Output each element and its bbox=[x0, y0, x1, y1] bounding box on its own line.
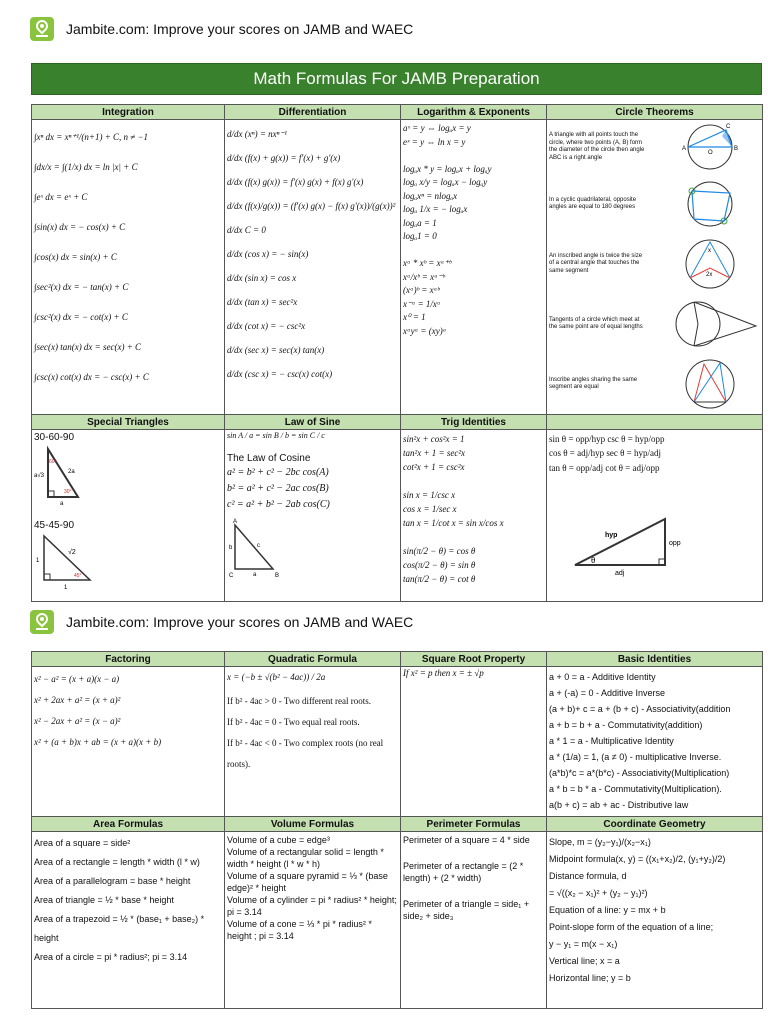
law-of-sine-cell bbox=[225, 430, 401, 602]
factoring-formula: x² − 2ax + a² = (x − a)² bbox=[34, 716, 121, 726]
area-formula: Area of a square = side² bbox=[34, 838, 131, 848]
basic-identity: (a*b)*c = a*(b*c) - Associativity(Multiplication) bbox=[549, 768, 730, 778]
differentiation-formula: d/dx (sec x) = sec(x) tan(x) bbox=[227, 345, 325, 355]
tri-side-a: a bbox=[253, 572, 257, 578]
logarithm-formula: xᵃ * xᵇ = xᵃ⁺ᵇ bbox=[403, 258, 452, 268]
tri-vertex-b: B bbox=[275, 573, 280, 578]
integration-formula: ∫cos(x) dx = sin(x) + C bbox=[34, 252, 117, 262]
coordinate-formula: y − y₁ = m(x − x₁) bbox=[549, 939, 618, 949]
law-of-cosine-2: b² = a² + c² − 2ac cos(B) bbox=[227, 483, 329, 495]
t1-angle-30: 30° bbox=[64, 488, 72, 495]
logarithm-formula: x⁻ᵃ = 1/xᵃ bbox=[403, 298, 441, 309]
perimeter-cell bbox=[401, 832, 547, 1009]
circle-diagram-5 bbox=[660, 358, 760, 410]
trig-identity: tan²x + 1 = sec²x bbox=[403, 448, 466, 458]
coordinate-formula: Vertical line; x = a bbox=[549, 956, 620, 966]
site-header-2 bbox=[30, 609, 730, 635]
coordinate-formula: Distance formula, d bbox=[549, 871, 627, 881]
special-triangles-header: Special Triangles bbox=[32, 415, 225, 430]
factoring-cell bbox=[32, 667, 225, 817]
logarithm-formula: logₐx * y = logₐx + logₐy bbox=[403, 163, 492, 174]
triangle-label-30-60-90: 30-60-90 bbox=[34, 432, 75, 443]
trig-identity bbox=[403, 530, 544, 544]
fig1-label-b: B bbox=[734, 146, 739, 152]
triangle-45-45-90-diagram bbox=[34, 532, 114, 590]
factoring-header: Factoring bbox=[32, 652, 225, 667]
perimeter-list bbox=[401, 832, 546, 924]
integration-formula: ∫sec²(x) dx = − tan(x) + C bbox=[34, 282, 129, 292]
circle-diagram-4 bbox=[660, 298, 760, 350]
trig-identity: cos(π/2 − θ) = sin θ bbox=[403, 560, 476, 570]
circle-theorem-4: Tangents of a circle which meet at the same point are of equal lengths bbox=[549, 316, 643, 330]
area-list bbox=[32, 832, 224, 969]
trig-identity: sin(π/2 − θ) = cos θ bbox=[403, 546, 476, 556]
coordinate-header: Coordinate Geometry bbox=[547, 817, 763, 832]
quadratic-case: If b² - 4ac = 0 - Two equal real roots. bbox=[227, 716, 360, 727]
differentiation-formula: d/dx (f(x)/g(x)) = (f'(x) g(x) − f(x) g'(x))/(g(x))² bbox=[227, 201, 396, 211]
volume-formula: Volume of a cube = edge³ bbox=[227, 835, 330, 845]
coordinate-formula: = √((x₂ − x₁)² + (y₂ − y₁)²) bbox=[549, 888, 648, 898]
site-header bbox=[30, 16, 730, 42]
differentiation-formula: d/dx (tan x) = sec²x bbox=[227, 297, 298, 307]
logarithm-formula: logₐ 1/x = − logₐx bbox=[403, 204, 468, 214]
basic-identity: a + (-a) = 0 - Additive Inverse bbox=[549, 688, 666, 698]
law-of-sine-formula: sin A / a = sin B / b = sin C / c bbox=[227, 431, 325, 440]
coordinate-formula: Point-slope form of the equation of a line; bbox=[549, 922, 714, 932]
coordinate-list bbox=[547, 832, 762, 989]
fig1-label-a: A bbox=[682, 146, 687, 152]
tri-vertex-c: C bbox=[229, 573, 234, 578]
circle-theorems-header: Circle Theorems bbox=[547, 105, 763, 120]
basic-identity: a + 0 = a - Additive Identity bbox=[549, 672, 656, 682]
area-header: Area Formulas bbox=[32, 817, 225, 832]
square-root-cell bbox=[401, 667, 547, 817]
special-triangles-cell bbox=[32, 430, 225, 602]
right-triangle-diagram bbox=[569, 515, 709, 585]
trig-identities-list bbox=[401, 430, 546, 588]
law-of-cosine-title: The Law of Cosine bbox=[227, 452, 311, 464]
integration-formula: ∫csc²(x) dx = − cot(x) + C bbox=[34, 312, 128, 322]
t1-side-long: a√3 bbox=[34, 472, 44, 479]
quadratic-case: If b² - 4ac < 0 - Two complex roots (no real roots). bbox=[227, 737, 384, 769]
tri-side-b: b bbox=[229, 545, 233, 552]
factoring-formula: x² − a² = (x + a)(x − a) bbox=[34, 674, 120, 684]
square-root-formula: If x² = p then x = ± √p bbox=[403, 668, 484, 678]
tri-vertex-a: A bbox=[233, 519, 238, 526]
volume-header: Volume Formulas bbox=[225, 817, 401, 832]
t2-side-leg: 1 bbox=[36, 558, 40, 564]
law-of-sine-header: Law of Sine bbox=[225, 415, 401, 430]
trig-identity: tan(π/2 − θ) = cot θ bbox=[403, 574, 476, 584]
differentiation-formula: d/dx (cot x) = − csc²x bbox=[227, 321, 306, 331]
trig-identities-header: Trig Identities bbox=[401, 415, 547, 430]
sohcahtoa-row-1: sin θ = opp/hyp csc θ = hyp/opp bbox=[549, 434, 665, 444]
trig-identity: cos x = 1/sec x bbox=[403, 504, 457, 514]
basic-identity: a + b = b + a - Commutativity(addition) bbox=[549, 720, 703, 730]
integration-list bbox=[32, 120, 224, 394]
integration-formula: ∫sin(x) dx = − cos(x) + C bbox=[34, 222, 126, 232]
quadratic-header: Quadratic Formula bbox=[225, 652, 401, 667]
circle-theorem-2: In a cyclic quadrilateral, opposite angles are equal to 180 degrees bbox=[549, 196, 637, 210]
area-formula: Area of a circle = pi * radius²; pi = 3.14 bbox=[34, 952, 188, 962]
basic-identity: a * (1/a) = 1, (a ≠ 0) - multiplicative Inverse. bbox=[549, 752, 722, 762]
location-pin-icon bbox=[30, 17, 54, 41]
label-hyp: hyp bbox=[605, 532, 618, 540]
basic-identity: a * b = b * a - Commutativity(Multiplication). bbox=[549, 784, 722, 794]
basic-identities-header: Basic Identities bbox=[547, 652, 763, 667]
formula-table-1 bbox=[31, 104, 763, 602]
fig1-label-c: C bbox=[726, 124, 731, 130]
area-cell bbox=[32, 832, 225, 1009]
t1-angle-60: 60° bbox=[49, 458, 57, 465]
quadratic-cases bbox=[227, 691, 398, 775]
differentiation-list bbox=[225, 120, 400, 388]
circle-theorem-1: A triangle with all points touch the circle, where two points (A, B) form the diameter of the circle then angle ABC is a right angle bbox=[549, 132, 645, 161]
law-of-cosine-3: c² = a² + b² − 2ab cos(C) bbox=[227, 499, 330, 511]
logarithm-formula: aˣ = y ⇔ logₐx = y bbox=[403, 123, 471, 133]
t2-side-base: 1 bbox=[64, 585, 68, 590]
logarithm-formula: logₐa = 1 bbox=[403, 217, 437, 228]
basic-identities-cell bbox=[547, 667, 763, 817]
quadratic-case: If b² - 4ac > 0 - Two different real roots. bbox=[227, 695, 372, 706]
trig-identity: cot²x + 1 = csc²x bbox=[403, 462, 465, 472]
volume-list bbox=[225, 832, 400, 944]
site-header-text: Jambite.com: Improve your scores on JAMB and WAEC bbox=[66, 21, 414, 37]
circle-theorem-3: An inscribed angle is twice the size of a central angle that touches the same segment bbox=[549, 252, 643, 274]
coordinate-formula: Slope, m = (y₂−y₁)/(x₂−x₁) bbox=[549, 837, 651, 847]
differentiation-formula: d/dx (cos x) = − sin(x) bbox=[227, 249, 309, 259]
differentiation-formula: d/dx (sin x) = cos x bbox=[227, 273, 297, 283]
trig-identity bbox=[403, 474, 544, 488]
logarithm-list bbox=[401, 120, 546, 340]
basic-identity: a * 1 = a - Multiplicative Identity bbox=[549, 736, 674, 746]
sohcahtoa-header bbox=[547, 415, 763, 430]
basic-identities-list bbox=[547, 667, 762, 815]
differentiation-formula: d/dx (xⁿ) = nxⁿ⁻¹ bbox=[227, 129, 287, 139]
basic-identity: (a + b)+ c = a + (b + c) - Associativity(addition bbox=[549, 704, 731, 714]
logarithm-formula: eˣ = y ⇔ ln x = y bbox=[403, 136, 466, 147]
law-of-cosine-1: a² = b² + c² − 2bc cos(A) bbox=[227, 467, 329, 479]
integration-cell bbox=[32, 120, 225, 415]
integration-formula: ∫dx/x = ∫(1/x) dx = ln |x| + C bbox=[34, 162, 138, 172]
fig3-label-x: x bbox=[708, 248, 711, 254]
integration-formula: ∫eˣ dx = eˣ + C bbox=[34, 192, 88, 202]
coordinate-formula: Equation of a line: y = mx + b bbox=[549, 905, 666, 915]
perimeter-header: Perimeter Formulas bbox=[401, 817, 547, 832]
perimeter-formula: Perimeter of a triangle = side₁ + side₂ + side₃ bbox=[403, 899, 530, 921]
volume-cell bbox=[225, 832, 401, 1009]
location-pin-icon bbox=[30, 610, 54, 634]
circle-diagram-1 bbox=[660, 122, 760, 172]
logarithm-formula: xᵃ/xᵇ = xᵃ⁻ᵇ bbox=[403, 271, 445, 282]
t1-side-hyp: 2a bbox=[68, 468, 75, 475]
circle-theorem-5: Inscribe angles sharing the same segment are equal bbox=[549, 376, 638, 390]
differentiation-cell bbox=[225, 120, 401, 415]
sohcahtoa-row-2: cos θ = adj/hyp sec θ = hyp/adj bbox=[549, 448, 662, 459]
integration-header: Integration bbox=[32, 105, 225, 120]
differentiation-formula: d/dx (csc x) = − csc(x) cot(x) bbox=[227, 369, 333, 379]
factoring-formula: x² + (a + b)x + ab = (x + a)(x + b) bbox=[34, 737, 162, 747]
logarithm-formula bbox=[403, 244, 544, 258]
triangle-30-60-90-diagram bbox=[34, 445, 114, 507]
integration-formula: ∫csc(x) cot(x) dx = − csc(x) + C bbox=[34, 372, 149, 382]
volume-formula: Volume of a cylinder = pi * radius² * height; pi = 3.14 bbox=[227, 895, 397, 917]
logarithm-formula: logₐ1 = 0 bbox=[403, 231, 437, 241]
coordinate-cell bbox=[547, 832, 763, 1009]
logarithm-header: Logarithm & Exponents bbox=[401, 105, 547, 120]
logarithm-formula: logₐxⁿ = nlogₐx bbox=[403, 190, 458, 201]
sohcahtoa-cell bbox=[547, 430, 763, 602]
tri-side-c: c bbox=[257, 543, 260, 550]
t1-side-short: a bbox=[60, 500, 64, 507]
fig3-label-2x: 2x bbox=[706, 272, 713, 278]
area-formula: Area of a rectangle = length * width (l * w) bbox=[34, 857, 200, 867]
triangle-abc-diagram bbox=[227, 517, 287, 577]
trig-identity: sin x = 1/csc x bbox=[403, 490, 456, 500]
trig-identity: tan x = 1/cot x = sin x/cos x bbox=[403, 518, 504, 528]
label-theta: θ bbox=[591, 556, 596, 566]
quadratic-formula: x = (−b ± √(b² − 4ac)) / 2a bbox=[227, 672, 326, 682]
logarithm-formula: logₐ x/y = logₐx − logₐy bbox=[403, 177, 488, 187]
circle-diagram-2 bbox=[660, 179, 760, 229]
area-formula: Area of a parallelogram = base * height bbox=[34, 876, 191, 886]
formula-table-2 bbox=[31, 651, 763, 1009]
circle-theorems-cell bbox=[547, 120, 763, 415]
label-opp: opp bbox=[669, 540, 681, 548]
trig-identities-cell bbox=[401, 430, 547, 602]
area-formula: Area of triangle = ½ * base * height bbox=[34, 895, 174, 905]
differentiation-formula: d/dx (f(x) g(x)) = f'(x) g(x) + f(x) g'(x) bbox=[227, 177, 364, 187]
integration-formula: ∫sec(x) tan(x) dx = sec(x) + C bbox=[34, 342, 142, 352]
coordinate-formula: Horizontal line; y = b bbox=[549, 973, 631, 983]
volume-formula: Volume of a square pyramid = ⅓ * (base edge)² * height bbox=[227, 871, 388, 893]
volume-formula: Volume of a cone = ⅓ * pi * radius² * height ; pi = 3.14 bbox=[227, 919, 372, 941]
differentiation-header: Differentiation bbox=[225, 105, 401, 120]
coordinate-formula: Midpoint formula(x, y) = ((x₁+x₂)/2, (y₁+y₂)/2) bbox=[549, 854, 726, 864]
basic-identity: a(b + c) = ab + ac - Distributive law bbox=[549, 800, 689, 810]
triangle-label-45-45-90: 45-45-90 bbox=[34, 519, 75, 531]
fig1-label-o: O bbox=[708, 150, 713, 156]
circle-diagram-3 bbox=[660, 238, 760, 290]
logarithm-formula bbox=[403, 149, 544, 163]
volume-formula: Volume of a rectangular solid = length * width * height (l * w * h) bbox=[227, 847, 384, 869]
site-header-text-2: Jambite.com: Improve your scores on JAMB and WAEC bbox=[66, 614, 414, 630]
logarithm-formula: x⁰ = 1 bbox=[403, 312, 426, 322]
perimeter-formula: Perimeter of a rectangle = (2 * length) + (2 * width) bbox=[403, 861, 524, 883]
quadratic-cell bbox=[225, 667, 401, 817]
differentiation-formula: d/dx C = 0 bbox=[227, 225, 266, 235]
logarithm-cell bbox=[401, 120, 547, 415]
t2-side-hyp: √2 bbox=[68, 549, 76, 556]
label-adj: adj bbox=[615, 570, 625, 578]
page-title: Math Formulas For JAMB Preparation bbox=[31, 63, 762, 95]
trig-identity: sin²x + cos²x = 1 bbox=[403, 434, 465, 444]
differentiation-formula: d/dx (f(x) + g(x)) = f'(x) + g'(x) bbox=[227, 153, 341, 163]
square-root-header: Square Root Property bbox=[401, 652, 547, 667]
logarithm-formula: xᵃyᵃ = (xy)ᵃ bbox=[403, 325, 447, 336]
logarithm-formula: (xᵃ)ᵇ = xᵃᵇ bbox=[403, 285, 440, 295]
integration-formula: ∫xⁿ dx = xⁿ⁺¹/(n+1) + C, n ≠ −1 bbox=[34, 132, 149, 142]
sohcahtoa-row-3: tan θ = opp/adj cot θ = adj/opp bbox=[549, 462, 660, 473]
perimeter-formula: Perimeter of a square = 4 * side bbox=[403, 835, 530, 845]
t2-angle: 45° bbox=[74, 573, 82, 579]
factoring-list bbox=[32, 667, 224, 755]
factoring-formula: x² + 2ax + a² = (x + a)² bbox=[34, 695, 121, 705]
area-formula: Area of a trapezoid = ½ * (base₁ + base₂) * height bbox=[34, 914, 205, 943]
